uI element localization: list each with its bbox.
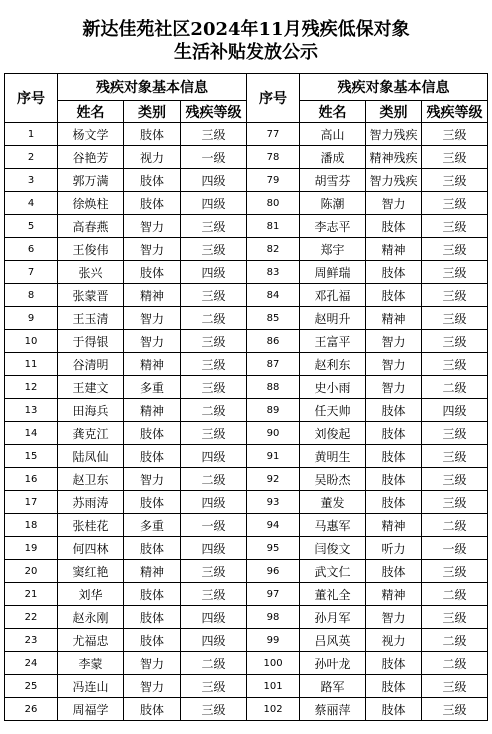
cell-seq-right: 96 bbox=[247, 560, 300, 583]
cell-grade-left: 四级 bbox=[181, 537, 247, 560]
cell-type-right: 视力 bbox=[366, 629, 422, 652]
cell-seq-left: 1 bbox=[5, 123, 58, 146]
cell-grade-right: 三级 bbox=[422, 123, 488, 146]
cell-grade-right: 三级 bbox=[422, 698, 488, 721]
cell-seq-right: 98 bbox=[247, 606, 300, 629]
cell-type-right: 肢体 bbox=[366, 560, 422, 583]
table-row bbox=[5, 284, 488, 307]
cell-name-right: 潘成 bbox=[300, 146, 366, 169]
cell-type-right: 肢体 bbox=[366, 261, 422, 284]
cell-type-left: 视力 bbox=[124, 146, 181, 169]
cell-seq-right: 93 bbox=[247, 491, 300, 514]
table-row bbox=[5, 399, 488, 422]
cell-grade-left: 三级 bbox=[181, 422, 247, 445]
cell-name-left: 郭万满 bbox=[58, 169, 124, 192]
cell-grade-right: 三级 bbox=[422, 606, 488, 629]
cell-grade-right: 三级 bbox=[422, 238, 488, 261]
cell-grade-right: 三级 bbox=[422, 146, 488, 169]
cell-seq-right: 88 bbox=[247, 376, 300, 399]
cell-seq-right: 99 bbox=[247, 629, 300, 652]
cell-name-right: 吴盼杰 bbox=[300, 468, 366, 491]
cell-seq-right: 95 bbox=[247, 537, 300, 560]
table-row bbox=[5, 376, 488, 399]
cell-grade-right: 二级 bbox=[422, 376, 488, 399]
cell-grade-right: 三级 bbox=[422, 422, 488, 445]
cell-type-right: 肢体 bbox=[366, 399, 422, 422]
table-row bbox=[5, 629, 488, 652]
page-subtitle: 生活补贴发放公示 bbox=[174, 42, 318, 63]
cell-seq-left: 4 bbox=[5, 192, 58, 215]
cell-name-right: 王富平 bbox=[300, 330, 366, 353]
cell-seq-right: 84 bbox=[247, 284, 300, 307]
cell-name-right: 董礼全 bbox=[300, 583, 366, 606]
cell-grade-left: 三级 bbox=[181, 238, 247, 261]
table-body bbox=[5, 123, 488, 721]
cell-type-left: 智力 bbox=[124, 675, 181, 698]
cell-name-left: 刘华 bbox=[58, 583, 124, 606]
cell-grade-left: 三级 bbox=[181, 675, 247, 698]
cell-name-left: 王俊伟 bbox=[58, 238, 124, 261]
name-header-right: 姓名 bbox=[300, 101, 366, 123]
table-row bbox=[5, 514, 488, 537]
cell-name-right: 周鲜瑞 bbox=[300, 261, 366, 284]
cell-seq-right: 100 bbox=[247, 652, 300, 675]
subsidy-table bbox=[4, 73, 488, 721]
grade-header-right: 残疾等级 bbox=[422, 101, 488, 123]
cell-type-left: 肢体 bbox=[124, 261, 181, 284]
cell-grade-left: 三级 bbox=[181, 376, 247, 399]
cell-grade-left: 四级 bbox=[181, 169, 247, 192]
cell-name-left: 高春燕 bbox=[58, 215, 124, 238]
cell-grade-left: 二级 bbox=[181, 399, 247, 422]
seq-header-right: 序号 bbox=[247, 74, 300, 123]
cell-name-right: 路军 bbox=[300, 675, 366, 698]
table-row bbox=[5, 491, 488, 514]
cell-name-left: 于得银 bbox=[58, 330, 124, 353]
cell-grade-left: 三级 bbox=[181, 330, 247, 353]
cell-type-left: 肢体 bbox=[124, 445, 181, 468]
cell-name-right: 胡雪芬 bbox=[300, 169, 366, 192]
cell-type-left: 肢体 bbox=[124, 422, 181, 445]
cell-seq-right: 86 bbox=[247, 330, 300, 353]
table-row bbox=[5, 353, 488, 376]
table-row bbox=[5, 537, 488, 560]
cell-type-right: 肢体 bbox=[366, 422, 422, 445]
cell-seq-left: 18 bbox=[5, 514, 58, 537]
table-row bbox=[5, 146, 488, 169]
cell-type-right: 精神残疾 bbox=[366, 146, 422, 169]
cell-type-right: 智力残疾 bbox=[366, 123, 422, 146]
cell-name-left: 杨文学 bbox=[58, 123, 124, 146]
cell-seq-left: 10 bbox=[5, 330, 58, 353]
cell-grade-right: 三级 bbox=[422, 675, 488, 698]
cell-seq-right: 83 bbox=[247, 261, 300, 284]
cell-type-right: 肢体 bbox=[366, 675, 422, 698]
cell-seq-left: 11 bbox=[5, 353, 58, 376]
cell-name-left: 张兴 bbox=[58, 261, 124, 284]
table-row bbox=[5, 169, 488, 192]
cell-name-left: 尤福忠 bbox=[58, 629, 124, 652]
cell-type-left: 肢体 bbox=[124, 169, 181, 192]
cell-seq-left: 14 bbox=[5, 422, 58, 445]
cell-name-left: 张桂花 bbox=[58, 514, 124, 537]
cell-type-right: 智力 bbox=[366, 606, 422, 629]
table-row bbox=[5, 215, 488, 238]
table-row bbox=[5, 307, 488, 330]
cell-seq-right: 85 bbox=[247, 307, 300, 330]
cell-grade-right: 三级 bbox=[422, 445, 488, 468]
cell-grade-left: 四级 bbox=[181, 606, 247, 629]
cell-name-left: 窦红艳 bbox=[58, 560, 124, 583]
cell-name-right: 陈潮 bbox=[300, 192, 366, 215]
cell-type-left: 精神 bbox=[124, 399, 181, 422]
table-row bbox=[5, 261, 488, 284]
cell-type-right: 智力 bbox=[366, 353, 422, 376]
cell-type-right: 智力 bbox=[366, 192, 422, 215]
cell-seq-right: 79 bbox=[247, 169, 300, 192]
cell-grade-left: 三级 bbox=[181, 583, 247, 606]
cell-type-left: 肢体 bbox=[124, 698, 181, 721]
cell-name-right: 黄明生 bbox=[300, 445, 366, 468]
cell-name-left: 赵卫东 bbox=[58, 468, 124, 491]
cell-grade-right: 三级 bbox=[422, 491, 488, 514]
info-group-header-right: 残疾对象基本信息 bbox=[300, 74, 488, 101]
cell-grade-left: 二级 bbox=[181, 468, 247, 491]
cell-name-left: 谷艳芳 bbox=[58, 146, 124, 169]
cell-seq-left: 25 bbox=[5, 675, 58, 698]
cell-type-left: 肢体 bbox=[124, 629, 181, 652]
cell-grade-left: 二级 bbox=[181, 307, 247, 330]
cell-name-left: 王建文 bbox=[58, 376, 124, 399]
cell-type-left: 肢体 bbox=[124, 606, 181, 629]
cell-type-right: 肢体 bbox=[366, 652, 422, 675]
cell-name-right: 董发 bbox=[300, 491, 366, 514]
cell-seq-right: 81 bbox=[247, 215, 300, 238]
cell-name-left: 田海兵 bbox=[58, 399, 124, 422]
cell-type-left: 精神 bbox=[124, 353, 181, 376]
cell-grade-right: 二级 bbox=[422, 652, 488, 675]
cell-type-right: 精神 bbox=[366, 514, 422, 537]
cell-seq-left: 9 bbox=[5, 307, 58, 330]
cell-grade-right: 三级 bbox=[422, 284, 488, 307]
type-header-left: 类别 bbox=[124, 101, 181, 123]
cell-seq-left: 20 bbox=[5, 560, 58, 583]
cell-seq-left: 26 bbox=[5, 698, 58, 721]
cell-name-right: 李志平 bbox=[300, 215, 366, 238]
table-row bbox=[5, 698, 488, 721]
cell-type-left: 精神 bbox=[124, 560, 181, 583]
cell-type-left: 智力 bbox=[124, 307, 181, 330]
cell-grade-right: 四级 bbox=[422, 399, 488, 422]
cell-type-left: 智力 bbox=[124, 238, 181, 261]
cell-name-left: 王玉清 bbox=[58, 307, 124, 330]
cell-type-left: 精神 bbox=[124, 284, 181, 307]
cell-type-left: 智力 bbox=[124, 330, 181, 353]
table-row bbox=[5, 675, 488, 698]
cell-type-right: 听力 bbox=[366, 537, 422, 560]
cell-grade-right: 三级 bbox=[422, 468, 488, 491]
cell-name-left: 谷清明 bbox=[58, 353, 124, 376]
cell-name-right: 孙月军 bbox=[300, 606, 366, 629]
cell-name-left: 徐焕柱 bbox=[58, 192, 124, 215]
cell-seq-left: 22 bbox=[5, 606, 58, 629]
cell-grade-left: 四级 bbox=[181, 445, 247, 468]
cell-grade-left: 三级 bbox=[181, 215, 247, 238]
cell-name-left: 李蒙 bbox=[58, 652, 124, 675]
table-row bbox=[5, 445, 488, 468]
cell-grade-left: 四级 bbox=[181, 261, 247, 284]
cell-name-right: 邓孔福 bbox=[300, 284, 366, 307]
cell-seq-left: 13 bbox=[5, 399, 58, 422]
table-row bbox=[5, 330, 488, 353]
table-row bbox=[5, 560, 488, 583]
cell-type-right: 肢体 bbox=[366, 698, 422, 721]
cell-grade-right: 三级 bbox=[422, 330, 488, 353]
cell-seq-left: 12 bbox=[5, 376, 58, 399]
cell-type-right: 精神 bbox=[366, 238, 422, 261]
cell-seq-left: 21 bbox=[5, 583, 58, 606]
cell-seq-right: 80 bbox=[247, 192, 300, 215]
cell-seq-right: 102 bbox=[247, 698, 300, 721]
cell-seq-right: 92 bbox=[247, 468, 300, 491]
cell-seq-left: 24 bbox=[5, 652, 58, 675]
cell-type-right: 肢体 bbox=[366, 445, 422, 468]
cell-grade-right: 二级 bbox=[422, 514, 488, 537]
cell-seq-left: 7 bbox=[5, 261, 58, 284]
table-row bbox=[5, 652, 488, 675]
table-row bbox=[5, 192, 488, 215]
cell-grade-left: 一级 bbox=[181, 514, 247, 537]
cell-seq-right: 90 bbox=[247, 422, 300, 445]
cell-name-right: 赵利东 bbox=[300, 353, 366, 376]
cell-name-left: 苏雨涛 bbox=[58, 491, 124, 514]
cell-name-right: 赵明升 bbox=[300, 307, 366, 330]
cell-name-right: 武文仁 bbox=[300, 560, 366, 583]
cell-type-left: 肢体 bbox=[124, 537, 181, 560]
cell-type-right: 精神 bbox=[366, 307, 422, 330]
cell-seq-right: 89 bbox=[247, 399, 300, 422]
table-row bbox=[5, 123, 488, 146]
cell-seq-left: 23 bbox=[5, 629, 58, 652]
cell-name-right: 高山 bbox=[300, 123, 366, 146]
cell-name-left: 冯连山 bbox=[58, 675, 124, 698]
cell-name-right: 任天帅 bbox=[300, 399, 366, 422]
cell-name-right: 吕风英 bbox=[300, 629, 366, 652]
cell-name-left: 张蒙晋 bbox=[58, 284, 124, 307]
cell-type-right: 智力残疾 bbox=[366, 169, 422, 192]
table-row bbox=[5, 238, 488, 261]
cell-name-right: 史小雨 bbox=[300, 376, 366, 399]
table-row bbox=[5, 422, 488, 445]
cell-seq-left: 16 bbox=[5, 468, 58, 491]
seq-header-left: 序号 bbox=[5, 74, 58, 123]
cell-seq-left: 19 bbox=[5, 537, 58, 560]
cell-name-left: 赵永刚 bbox=[58, 606, 124, 629]
cell-name-left: 龚克江 bbox=[58, 422, 124, 445]
cell-type-left: 肢体 bbox=[124, 192, 181, 215]
cell-type-right: 智力 bbox=[366, 376, 422, 399]
cell-seq-left: 8 bbox=[5, 284, 58, 307]
cell-name-right: 马惠军 bbox=[300, 514, 366, 537]
cell-grade-left: 四级 bbox=[181, 629, 247, 652]
cell-name-right: 闫俊文 bbox=[300, 537, 366, 560]
cell-grade-right: 三级 bbox=[422, 192, 488, 215]
cell-grade-left: 二级 bbox=[181, 652, 247, 675]
cell-grade-right: 二级 bbox=[422, 583, 488, 606]
cell-type-right: 智力 bbox=[366, 330, 422, 353]
table-row bbox=[5, 606, 488, 629]
cell-seq-right: 82 bbox=[247, 238, 300, 261]
cell-grade-left: 一级 bbox=[181, 146, 247, 169]
cell-type-right: 肢体 bbox=[366, 215, 422, 238]
cell-grade-left: 四级 bbox=[181, 192, 247, 215]
cell-grade-right: 二级 bbox=[422, 629, 488, 652]
cell-type-left: 智力 bbox=[124, 468, 181, 491]
cell-grade-left: 四级 bbox=[181, 491, 247, 514]
cell-type-left: 肢体 bbox=[124, 491, 181, 514]
cell-seq-right: 91 bbox=[247, 445, 300, 468]
cell-type-left: 肢体 bbox=[124, 123, 181, 146]
cell-type-left: 多重 bbox=[124, 514, 181, 537]
table-row bbox=[5, 468, 488, 491]
cell-seq-right: 97 bbox=[247, 583, 300, 606]
cell-name-left: 陆凤仙 bbox=[58, 445, 124, 468]
cell-name-right: 刘俊起 bbox=[300, 422, 366, 445]
cell-grade-right: 三级 bbox=[422, 353, 488, 376]
cell-name-left: 何四林 bbox=[58, 537, 124, 560]
cell-grade-left: 三级 bbox=[181, 560, 247, 583]
name-header-left: 姓名 bbox=[58, 101, 124, 123]
cell-seq-left: 5 bbox=[5, 215, 58, 238]
cell-grade-right: 三级 bbox=[422, 215, 488, 238]
cell-type-right: 肢体 bbox=[366, 491, 422, 514]
cell-grade-left: 三级 bbox=[181, 353, 247, 376]
cell-name-right: 孙叶龙 bbox=[300, 652, 366, 675]
cell-type-right: 精神 bbox=[366, 583, 422, 606]
cell-type-left: 肢体 bbox=[124, 583, 181, 606]
cell-seq-right: 101 bbox=[247, 675, 300, 698]
cell-seq-left: 15 bbox=[5, 445, 58, 468]
cell-seq-left: 6 bbox=[5, 238, 58, 261]
cell-grade-right: 一级 bbox=[422, 537, 488, 560]
cell-name-right: 郑宇 bbox=[300, 238, 366, 261]
cell-type-right: 肢体 bbox=[366, 284, 422, 307]
page-title: 新达佳苑社区2024年11月残疾低保对象 bbox=[82, 19, 410, 40]
cell-seq-right: 94 bbox=[247, 514, 300, 537]
cell-seq-right: 78 bbox=[247, 146, 300, 169]
cell-grade-right: 三级 bbox=[422, 307, 488, 330]
cell-type-left: 智力 bbox=[124, 215, 181, 238]
cell-type-right: 肢体 bbox=[366, 468, 422, 491]
cell-name-left: 周福学 bbox=[58, 698, 124, 721]
table-row bbox=[5, 583, 488, 606]
cell-grade-right: 三级 bbox=[422, 560, 488, 583]
cell-grade-left: 三级 bbox=[181, 284, 247, 307]
cell-name-right: 蔡丽萍 bbox=[300, 698, 366, 721]
cell-seq-right: 87 bbox=[247, 353, 300, 376]
cell-grade-right: 三级 bbox=[422, 261, 488, 284]
cell-type-left: 智力 bbox=[124, 652, 181, 675]
cell-seq-left: 2 bbox=[5, 146, 58, 169]
info-group-header-left: 残疾对象基本信息 bbox=[58, 74, 247, 101]
cell-grade-right: 三级 bbox=[422, 169, 488, 192]
cell-type-left: 多重 bbox=[124, 376, 181, 399]
type-header-right: 类别 bbox=[366, 101, 422, 123]
cell-grade-left: 三级 bbox=[181, 698, 247, 721]
cell-grade-left: 三级 bbox=[181, 123, 247, 146]
grade-header-left: 残疾等级 bbox=[181, 101, 247, 123]
cell-seq-left: 3 bbox=[5, 169, 58, 192]
cell-seq-left: 17 bbox=[5, 491, 58, 514]
cell-seq-right: 77 bbox=[247, 123, 300, 146]
